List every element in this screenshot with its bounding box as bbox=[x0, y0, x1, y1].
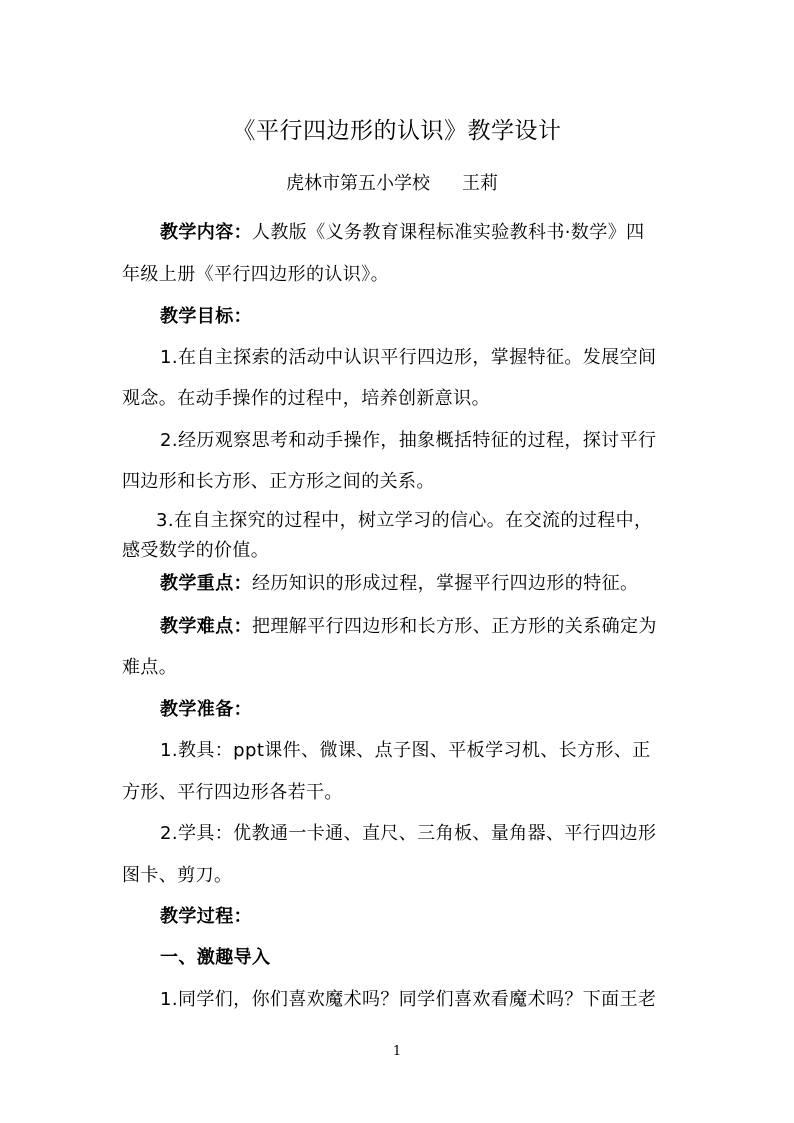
key-point-label: 教学重点： bbox=[160, 573, 252, 594]
preparation-2-line-1: 2.学具：优教通一卡通、直尺、三角板、量角器、平行四边形 bbox=[160, 823, 657, 844]
difficulty-text-line-2: 难点。 bbox=[122, 657, 178, 678]
preparation-heading: 教学准备： bbox=[160, 699, 252, 720]
preparation-1-line-1: 1.教具：ppt课件、微课、点子图、平板学习机、长方形、正 bbox=[160, 740, 651, 761]
goals-heading: 教学目标： bbox=[160, 306, 252, 327]
content-label: 教学内容： bbox=[160, 222, 252, 243]
process-heading: 教学过程： bbox=[160, 906, 252, 927]
goal-1-line-1: 1.在自主探索的活动中认识平行四边形，掌握特征。发展空间 bbox=[160, 347, 657, 368]
goal-3-line-1: 3.在自主探究的过程中，树立学习的信心。在交流的过程中， bbox=[156, 510, 653, 531]
content-text-line-1: 人教版《义务教育课程标准实验教科书·数学》四 bbox=[252, 222, 645, 243]
key-point-paragraph bbox=[160, 572, 720, 596]
preparation-2-line-2: 图卡、剪刀。 bbox=[122, 865, 233, 886]
author-school: 虎林市第五小学校 bbox=[286, 173, 430, 194]
process-1-line-1: 1.同学们，你们喜欢魔术吗？同学们喜欢看魔术吗？下面王老 bbox=[160, 989, 657, 1010]
goal-3-line-2: 感受数学的价值。 bbox=[122, 540, 270, 561]
content-paragraph bbox=[160, 221, 720, 245]
content-text-line-2: 年级上册《平行四边形的认识》。 bbox=[122, 264, 389, 285]
difficulty-text-line-1: 把理解平行四边形和长方形、正方形的关系确定为 bbox=[252, 616, 657, 637]
section-1-heading: 一、激趣导入 bbox=[160, 947, 271, 968]
goal-2-line-1: 2.经历观察思考和动手操作，抽象概括特征的过程，探讨平行 bbox=[160, 430, 657, 451]
preparation-1-line-2: 方形、平行四边形各若干。 bbox=[122, 782, 343, 803]
key-point-text: 经历知识的形成过程，掌握平行四边形的特征。 bbox=[252, 573, 639, 594]
page-number: 1 bbox=[392, 1044, 402, 1059]
author-line bbox=[286, 169, 498, 195]
difficulty-paragraph bbox=[160, 615, 720, 639]
goal-2-line-2: 四边形和长方形、正方形之间的关系。 bbox=[122, 471, 435, 492]
goal-1-line-2: 观念。在动手操作的过程中，培养创新意识。 bbox=[122, 388, 490, 409]
author-name: 王莉 bbox=[462, 173, 498, 194]
difficulty-label: 教学难点： bbox=[160, 616, 252, 637]
document-title: 《平行四边形的认识》教学设计 bbox=[232, 118, 562, 144]
